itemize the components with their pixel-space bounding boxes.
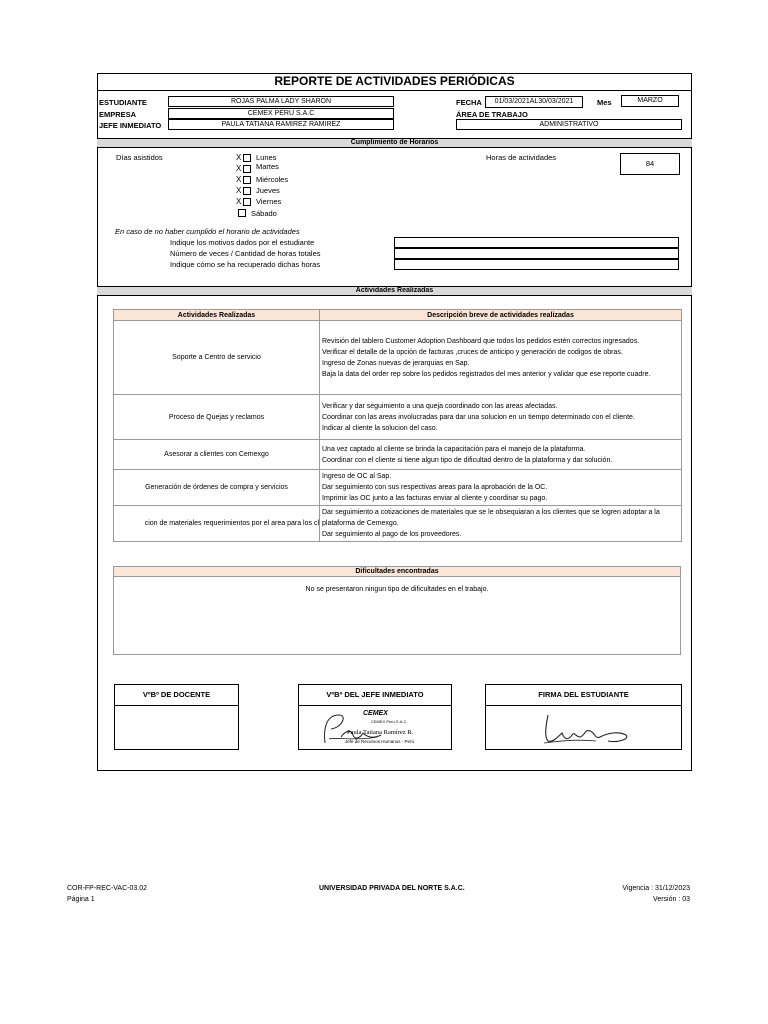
mes-label: Mes bbox=[597, 98, 612, 107]
dias-asistidos-label: Días asistidos bbox=[116, 153, 163, 162]
jefe-field[interactable]: PAULA TATIANA RAMIREZ RAMIREZ bbox=[168, 119, 394, 130]
description-line: Dar seguimiento a cotizaciones de materiales que se le obsequiaran a los clientes que se logren adoptar a la plataforma de Cemexgo. bbox=[322, 509, 660, 527]
cemex-logo-text: CEMEX bbox=[363, 710, 388, 717]
estudiante-signature-box bbox=[485, 684, 682, 750]
day-mark: X bbox=[236, 164, 242, 173]
horas-actividades-label: Horas de actividades bbox=[486, 153, 557, 162]
estudiante-field[interactable]: ROJAS PALMA LADY SHARON bbox=[168, 96, 394, 107]
day-label: Lunes bbox=[256, 153, 277, 162]
description-line: Coordinar con el cliente si tiene algun tipo de dificultad dentro de la plataforma y dar solución. bbox=[322, 456, 613, 464]
recuperado-label: Indique cómo se ha recuperado dichas horas bbox=[170, 260, 321, 269]
report-title: REPORTE DE ACTIVIDADES PERIÓDICAS bbox=[97, 73, 692, 91]
estudiante-signature-image bbox=[538, 707, 638, 749]
footer-vigencia: Vigencia : 31/12/2023 bbox=[622, 885, 690, 892]
activity-description bbox=[320, 440, 682, 470]
description-line: Ingreso de OC al Sap. bbox=[322, 473, 392, 480]
description-line: Revisión del tablero Customer Adoption Dashboard que todos los pedidos estén correctos ingresados. bbox=[322, 337, 640, 345]
checkbox-jueves[interactable] bbox=[243, 187, 251, 195]
empresa-field[interactable]: CEMEX PERU S.A.C bbox=[168, 108, 394, 119]
estudiante-label: ESTUDIANTE bbox=[99, 98, 147, 107]
checkbox-viernes[interactable] bbox=[243, 198, 251, 206]
docente-signature-box bbox=[114, 684, 239, 750]
activity-name: Asesorar a clientes con Cemexgo bbox=[114, 440, 320, 470]
jefe-signature-box bbox=[298, 684, 452, 750]
description-line: Verificar el detalle de la opción de facturas ,cruces de anticipo y generación de codigos de obras. bbox=[322, 348, 623, 356]
fecha-label: FECHA bbox=[456, 98, 482, 107]
footer-version: Versión : 03 bbox=[653, 896, 690, 903]
description-line: Imprimir las OC junto a las facturas enviar al cliente y coordinar su pago. bbox=[322, 495, 548, 502]
day-label: Sábado bbox=[251, 209, 277, 218]
table-row bbox=[114, 506, 682, 542]
veces-field[interactable] bbox=[394, 248, 679, 259]
day-label: Miércoles bbox=[256, 175, 289, 184]
veces-label: Número de veces / Cantidad de horas totales bbox=[170, 249, 321, 258]
stamp-role: Jefe de Recursos Humanos - Perú bbox=[345, 739, 415, 744]
description-line: Dar seguimiento con sus respectivas areas para la aprobación de la OC. bbox=[322, 484, 548, 491]
footer-page: Página 1 bbox=[67, 896, 95, 903]
footer-university: UNIVERSIDAD PRIVADA DEL NORTE S.A.C. bbox=[319, 885, 465, 892]
fecha-field[interactable]: 01/03/2021AL30/03/2021 bbox=[485, 96, 583, 108]
description-line: Verificar y dar seguimiento a una queja coordinado con las areas afectadas. bbox=[322, 402, 558, 410]
activity-name: Proceso de Quejas y reclamos bbox=[114, 395, 320, 440]
actividades-table bbox=[113, 309, 682, 542]
checkbox-miercoles[interactable] bbox=[243, 176, 251, 184]
empresa-label: EMPRESA bbox=[99, 110, 137, 119]
table-row bbox=[114, 470, 682, 506]
day-mark: X bbox=[236, 197, 242, 206]
activity-name: cion de materiales requerimientos por el area para los cl bbox=[114, 506, 320, 542]
day-mark: X bbox=[236, 153, 242, 162]
activity-name: Generación de órdenes de compra y servicios bbox=[114, 470, 320, 506]
motivos-label: Indique los motivos dados por el estudiante bbox=[170, 238, 315, 247]
col-descripcion-header: Descripción breve de actividades realizadas bbox=[320, 310, 682, 321]
description-line: Ingreso de Zonas nuevas de jerarquias en Sap. bbox=[322, 359, 470, 367]
motivos-field[interactable] bbox=[394, 237, 679, 248]
no-cumplido-label: En caso de no haber cumplido el horario de actividades bbox=[115, 227, 300, 236]
area-label: ÁREA DE TRABAJO bbox=[456, 110, 528, 119]
dificultades-text: No se presentaron ningun tipo de dificultades en el trabajo. bbox=[113, 577, 681, 655]
description-line: Baja la data del order rep sobre los pedidos registrados del mes anterior y validar que ese reporte cuadre. bbox=[322, 370, 651, 378]
day-mark: X bbox=[236, 186, 242, 195]
recuperado-field[interactable] bbox=[394, 259, 679, 270]
activity-description bbox=[320, 321, 682, 395]
day-label: Jueves bbox=[256, 186, 280, 195]
day-label: Viernes bbox=[256, 197, 282, 206]
jefe-signature-label: VºBº DEL JEFE INMEDIATO bbox=[299, 685, 451, 706]
horarios-section-title: Cumplimiento de Horarios bbox=[97, 138, 692, 148]
actividades-section-title: Actividades Realizadas bbox=[97, 286, 692, 296]
activity-description bbox=[320, 506, 682, 542]
jefe-label: JEFE INMEDIATO bbox=[99, 121, 162, 130]
table-row bbox=[114, 395, 682, 440]
checkbox-sabado[interactable] bbox=[238, 209, 246, 217]
dificultades-title: Dificultades encontradas bbox=[113, 566, 681, 577]
description-line: Dar seguimiento al pago de los proveedores. bbox=[322, 531, 462, 538]
activity-description bbox=[320, 470, 682, 506]
day-mark: X bbox=[236, 175, 242, 184]
description-line: Indicar al cliente la solucion del caso. bbox=[322, 424, 438, 432]
horas-actividades-field[interactable]: 84 bbox=[620, 153, 680, 175]
area-field[interactable]: ADMINISTRATIVO bbox=[456, 119, 682, 130]
mes-field[interactable]: MARZO bbox=[621, 95, 679, 107]
day-label: Martes bbox=[256, 162, 279, 171]
table-row bbox=[114, 440, 682, 470]
activity-description bbox=[320, 395, 682, 440]
stamp-company: CEMEX Perú S.A.C. bbox=[371, 719, 408, 724]
estudiante-signature-label: FIRMA DEL ESTUDIANTE bbox=[486, 685, 681, 706]
table-header-row bbox=[114, 310, 682, 321]
stamp-name: Paula Tatiana Ramírez R. bbox=[347, 729, 414, 736]
table-row bbox=[114, 321, 682, 395]
col-actividad-header: Actividades Realizadas bbox=[114, 310, 320, 321]
docente-signature-label: VºBº DE DOCENTE bbox=[115, 685, 238, 706]
checkbox-lunes[interactable] bbox=[243, 154, 251, 162]
description-line: Una vez captado al cliente se brinda la capacitación para el manejo de la plataforma. bbox=[322, 445, 586, 453]
footer-code: COR-FP-REC-VAC-03.02 bbox=[67, 885, 147, 892]
description-line: Coordinar con las areas involucradas para dar una solucion en un tiempo determinado con el cliente. bbox=[322, 413, 635, 421]
checkbox-martes[interactable] bbox=[243, 165, 251, 173]
activity-name: Soporte a Centro de servicio bbox=[114, 321, 320, 395]
